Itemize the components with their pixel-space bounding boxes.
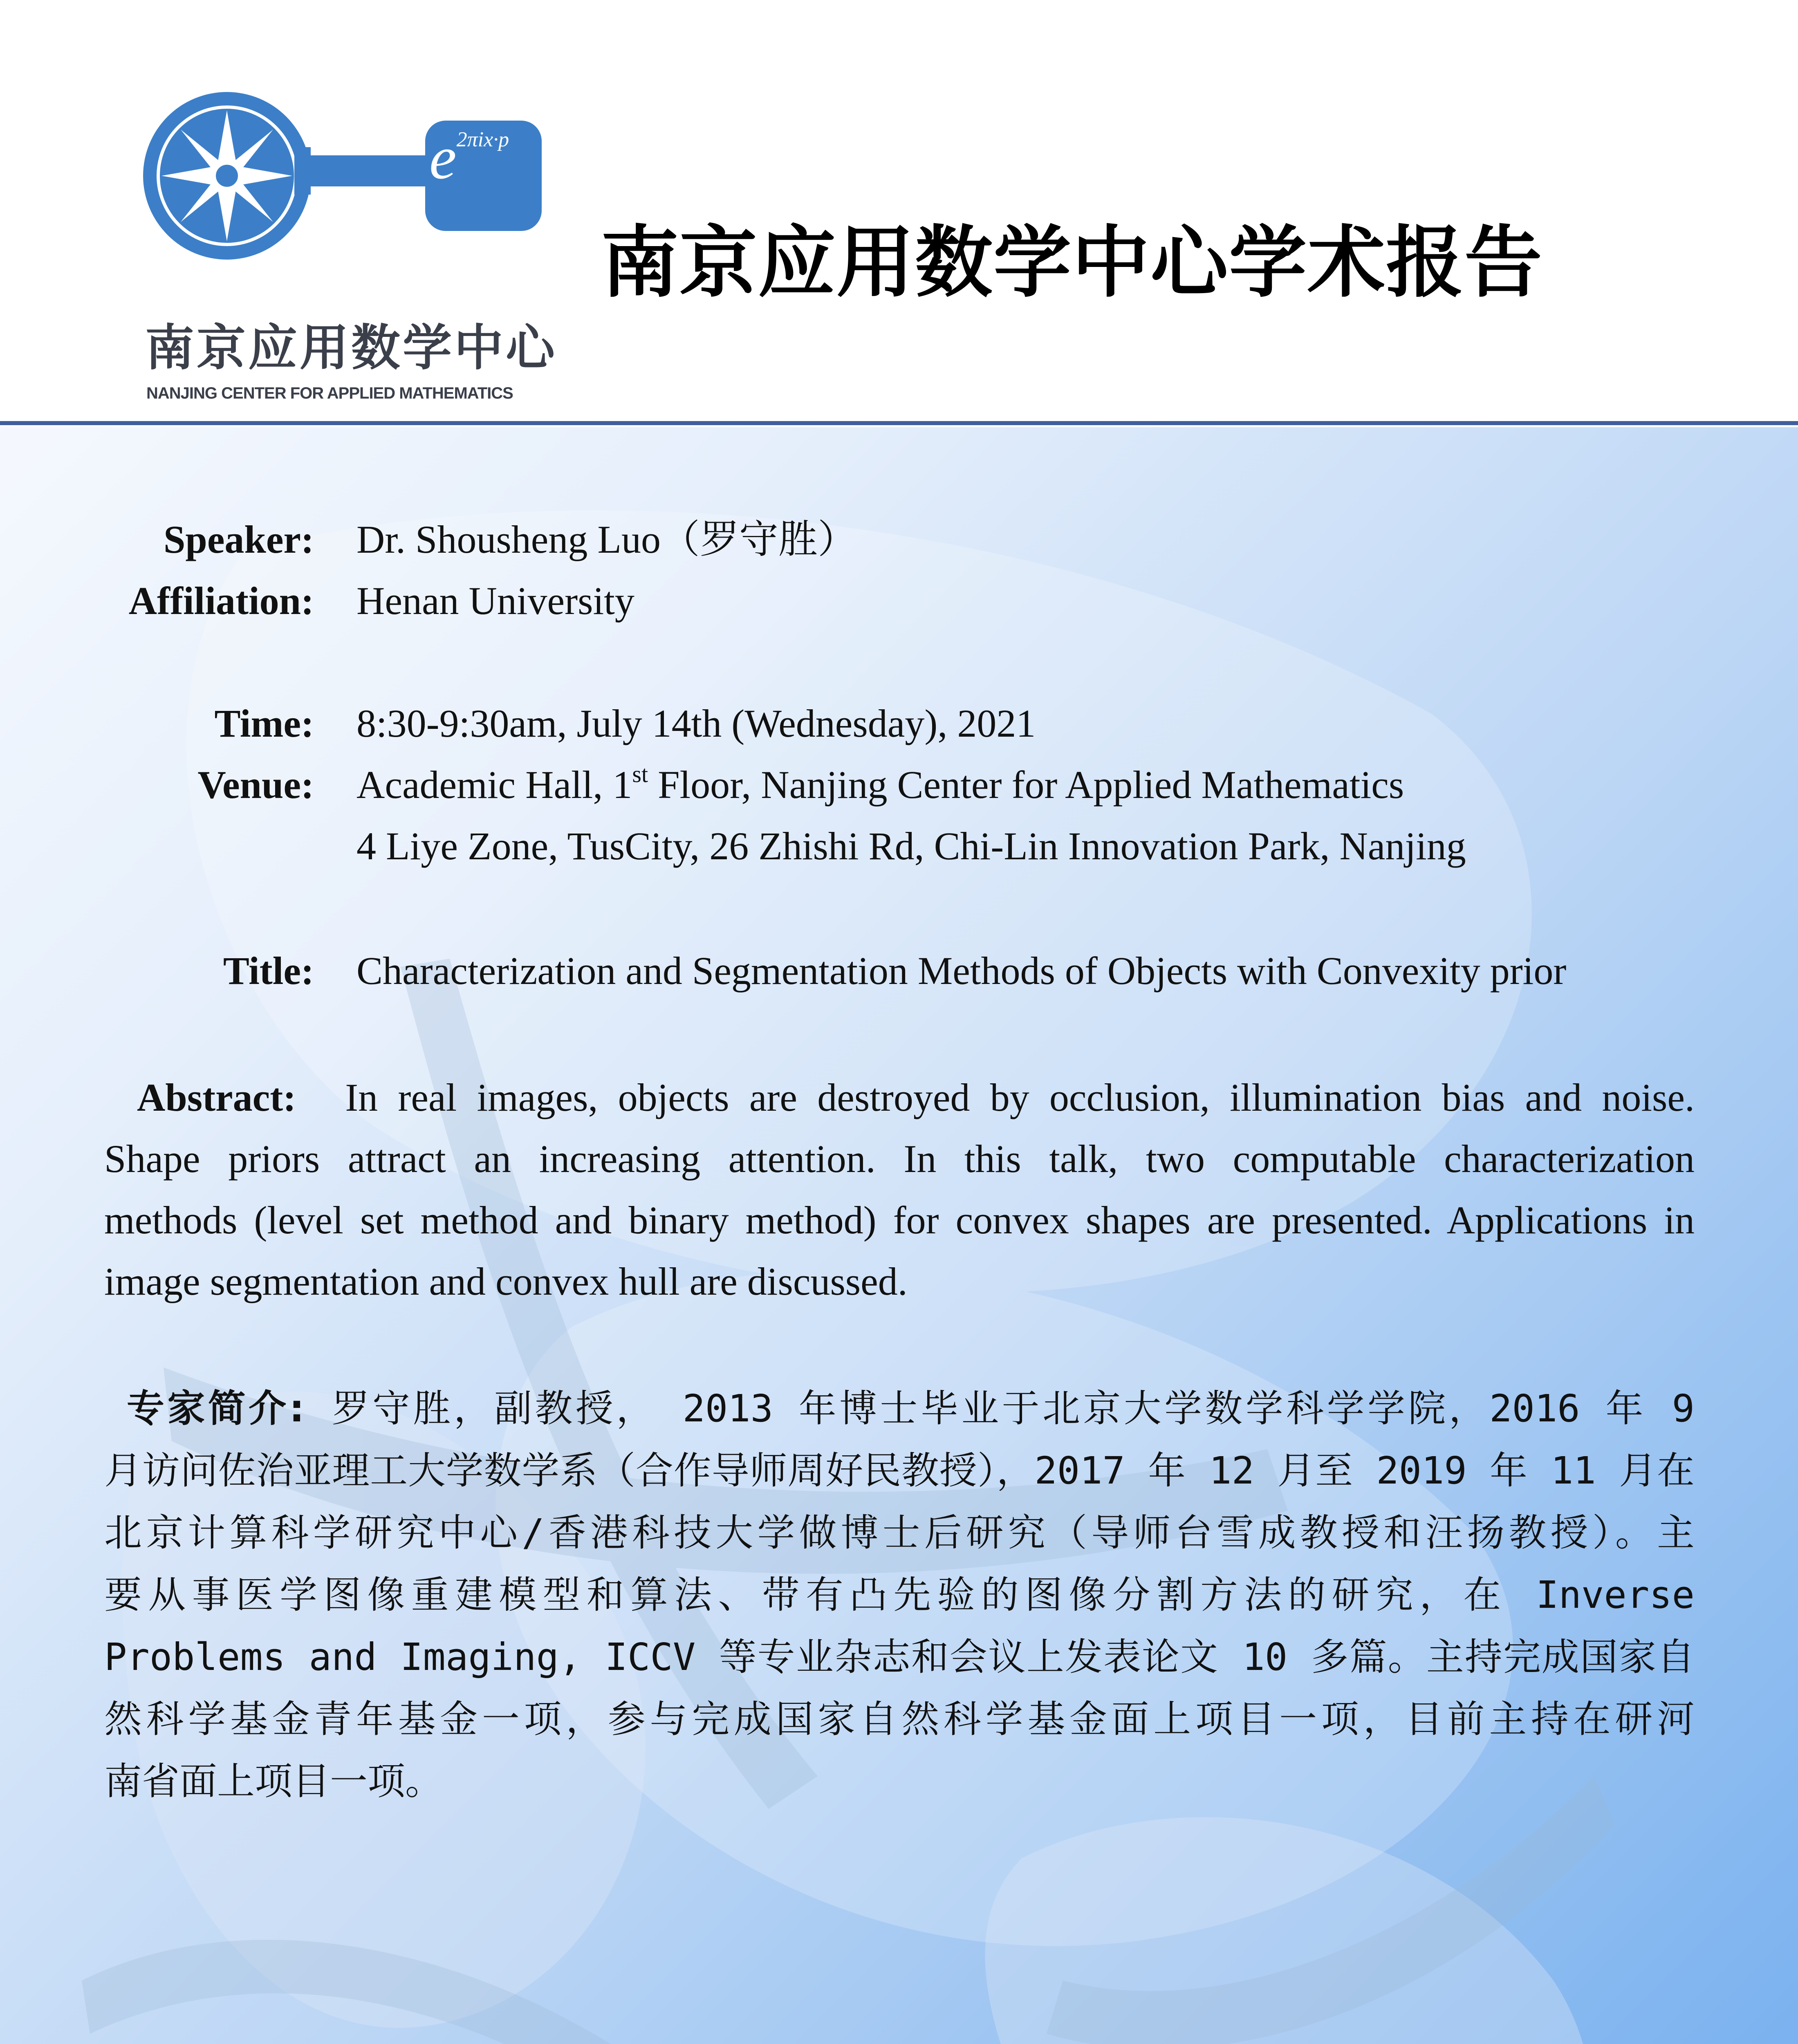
bio-line-2: 月访问佐治亚理工大学数学系（合作导师周好民教授），2017 年 12 月至 2019 年 11 月在 [104, 1449, 1695, 1493]
bio-line-4: 要从事医学图像重建模型和算法、带有凸先验的图像分割方法的研究，在 Inverse [104, 1573, 1695, 1617]
abstract-line-2: Shape priors attract an increasing attention. In this talk, two computable characterization [104, 1137, 1695, 1181]
talk-title-label: Title: [223, 949, 314, 993]
venue-line-1-end: Floor, Nanjing Center for Applied Mathematics [648, 763, 1404, 807]
page-title: 南京应用数学中心学术报告 [601, 217, 1543, 308]
logo-name-en: NANJING CENTER FOR APPLIED MATHEMATICS [146, 384, 513, 402]
abstract-line-3: methods (level set method and binary method) for convex shapes are presented. Applications in [104, 1198, 1695, 1242]
bio-label: 专家简介: [127, 1387, 305, 1430]
abstract-line-1-text: In real images, objects are destroyed by occlusion, illumination bias and noise. [345, 1076, 1695, 1119]
bio-line-1-text: 罗守胜，副教授， 2013 年博士毕业于北京大学数学科学学院，2016 年 9 [329, 1387, 1695, 1430]
affiliation-label: Affiliation: [128, 579, 314, 623]
affiliation-value: Henan University [356, 579, 634, 623]
logo-name-cn: 南京应用数学中心 [145, 320, 557, 377]
venue-floor-ordinal: st [632, 761, 648, 787]
venue-line-1 [356, 754, 1404, 816]
abstract-label: Abstract: [137, 1076, 296, 1119]
logo-formula-base: e [429, 124, 457, 192]
bio-line-6: 然科学基金青年基金一项，参与完成国家自然科学基金面上项目一项，目前主持在研河 [104, 1697, 1695, 1741]
abstract-section [104, 1067, 1695, 1312]
time-label: Time: [214, 702, 314, 745]
bio-line-7: 南省面上项目一项。 [104, 1759, 443, 1803]
bio-line-5: Problems and Imaging, ICCV 等专业杂志和会议上发表论文 10 多篇。主持完成国家自 [104, 1635, 1695, 1679]
venue-label: Venue: [197, 763, 314, 807]
time-value: 8:30-9:30am, July 14th (Wednesday), 2021 [356, 702, 1036, 745]
abstract-line-4: image segmentation and convex hull are discussed. [104, 1260, 908, 1303]
abstract-line-1 [104, 1067, 1695, 1128]
speaker-label: Speaker: [164, 518, 314, 561]
bio-section [104, 1378, 1695, 1813]
logo-formula [429, 123, 509, 193]
bio-line-1 [104, 1378, 1695, 1440]
bio-line-3: 北京计算科学研究中心/香港科技大学做博士后研究（导师台雪成教授和汪扬教授）。主 [104, 1511, 1695, 1555]
venue-line-2: 4 Liye Zone, TusCity, 26 Zhishi Rd, Chi-Lin Innovation Park, Nanjing [356, 824, 1466, 868]
logo-formula-exponent: 2πix·p [456, 128, 509, 151]
speaker-value: Dr. Shousheng Luo（罗守胜） [356, 518, 857, 561]
talk-title-value: Characterization and Segmentation Methods of Objects with Convexity prior [356, 949, 1567, 993]
header-divider [0, 421, 1798, 425]
venue-line-1-start: Academic Hall, 1 [356, 763, 632, 807]
